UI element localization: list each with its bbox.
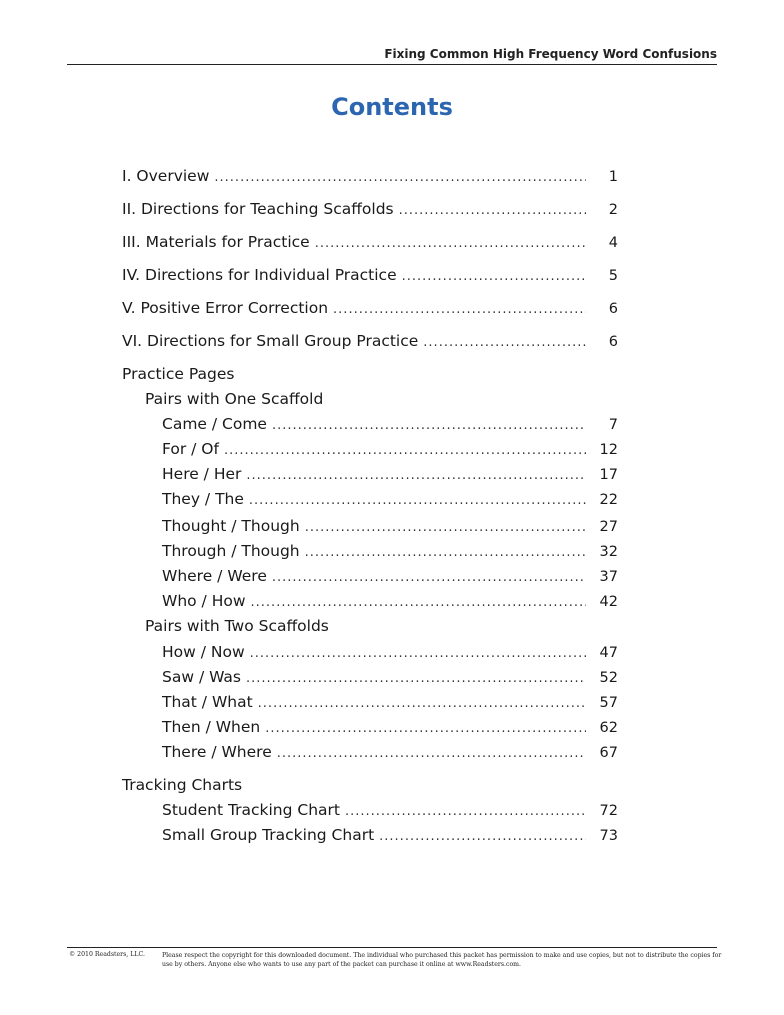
toc-entry-page: 4 bbox=[608, 235, 618, 251]
two-scaffolds-heading: Pairs with Two Scaffolds bbox=[145, 617, 329, 635]
toc-entry-label: Here / Her bbox=[162, 465, 242, 483]
dot-leader bbox=[272, 416, 586, 436]
toc-entry[interactable] bbox=[162, 414, 618, 436]
toc-entry[interactable] bbox=[162, 464, 618, 486]
toc-entry-label: Thought / Though bbox=[162, 517, 300, 535]
dot-leader bbox=[246, 466, 586, 486]
toc-entry[interactable] bbox=[122, 265, 618, 287]
toc-entry-page: 27 bbox=[599, 519, 618, 535]
toc-entry[interactable] bbox=[162, 742, 618, 764]
toc-entry-page: 32 bbox=[599, 544, 618, 560]
toc-entry[interactable] bbox=[162, 591, 618, 613]
toc-entry[interactable] bbox=[162, 439, 618, 461]
toc-entry[interactable] bbox=[162, 489, 618, 511]
toc-entry[interactable] bbox=[162, 516, 618, 538]
toc-entry[interactable] bbox=[122, 298, 618, 320]
dot-leader bbox=[251, 593, 586, 613]
toc-entry-page: 1 bbox=[608, 169, 618, 185]
dot-leader bbox=[224, 441, 586, 461]
footer-notice: Please respect the copyright for this downloaded document. The individual who purchased this packet has permission to make and use copies, but not to distribute the copies for use by others. Anyone else who wants to use any part of the packet can purchase it online at www.Readsters.com. bbox=[162, 952, 722, 968]
toc-entry-label: Who / How bbox=[162, 592, 246, 610]
toc-entry-page: 57 bbox=[599, 695, 618, 711]
toc-entry-page: 47 bbox=[599, 645, 618, 661]
toc-entry[interactable] bbox=[162, 717, 618, 739]
toc-entry-label: Through / Though bbox=[162, 542, 300, 560]
toc-entry[interactable] bbox=[162, 566, 618, 588]
toc-entry-label: Then / When bbox=[162, 718, 261, 736]
toc-entry-page: 62 bbox=[599, 720, 618, 736]
dot-leader bbox=[249, 491, 586, 511]
dot-leader bbox=[214, 168, 586, 188]
running-header: Fixing Common High Frequency Word Confusions bbox=[384, 47, 717, 61]
toc-entry-page: 73 bbox=[599, 828, 618, 844]
dot-leader bbox=[265, 719, 586, 739]
dot-leader bbox=[423, 333, 586, 353]
toc-entry[interactable] bbox=[162, 642, 618, 664]
toc-entry-page: 6 bbox=[608, 301, 618, 317]
toc-entry-page: 72 bbox=[599, 803, 618, 819]
footer-copyright: © 2010 Readsters, LLC. bbox=[69, 951, 145, 958]
toc-entry[interactable] bbox=[122, 331, 618, 353]
toc-entry-label: I. Overview bbox=[122, 167, 210, 185]
toc-entry[interactable] bbox=[162, 541, 618, 563]
toc-entry-page: 5 bbox=[608, 268, 618, 284]
dot-leader bbox=[250, 644, 586, 664]
toc-entry-page: 7 bbox=[608, 417, 618, 433]
toc-entry-label: For / Of bbox=[162, 440, 219, 458]
toc-entry-label: They / The bbox=[162, 490, 244, 508]
toc-entry[interactable] bbox=[162, 692, 618, 714]
toc-entry[interactable] bbox=[162, 800, 618, 822]
toc-entry-label: There / Where bbox=[162, 743, 272, 761]
toc-entry-page: 12 bbox=[599, 442, 618, 458]
dot-leader bbox=[333, 300, 586, 320]
tracking-charts-heading: Tracking Charts bbox=[122, 776, 243, 794]
toc-entry-page: 2 bbox=[608, 202, 618, 218]
toc-entry[interactable] bbox=[162, 667, 618, 689]
toc-entry-page: 37 bbox=[599, 569, 618, 585]
dot-leader bbox=[305, 518, 586, 538]
dot-leader bbox=[305, 543, 586, 563]
toc-entry-label: IV. Directions for Individual Practice bbox=[122, 266, 397, 284]
dot-leader bbox=[399, 201, 586, 221]
toc-entry-label: How / Now bbox=[162, 643, 245, 661]
toc-entry[interactable] bbox=[162, 825, 618, 847]
toc-entry-page: 42 bbox=[599, 594, 618, 610]
toc-entry[interactable] bbox=[122, 166, 618, 188]
toc-entry[interactable] bbox=[122, 199, 618, 221]
dot-leader bbox=[272, 568, 586, 588]
toc-entry-page: 17 bbox=[599, 467, 618, 483]
dot-leader bbox=[402, 267, 586, 287]
page-title: Contents bbox=[331, 93, 453, 121]
toc-entry-label: V. Positive Error Correction bbox=[122, 299, 329, 317]
toc-entry-label: III. Materials for Practice bbox=[122, 233, 310, 251]
dot-leader bbox=[246, 669, 586, 689]
toc-entry-label: II. Directions for Teaching Scaffolds bbox=[122, 200, 394, 218]
dot-leader bbox=[379, 827, 586, 847]
one-scaffold-heading: Pairs with One Scaffold bbox=[145, 390, 324, 408]
toc-entry-label: VI. Directions for Small Group Practice bbox=[122, 332, 419, 350]
toc-entry-label: Saw / Was bbox=[162, 668, 241, 686]
toc-entry-page: 22 bbox=[599, 492, 618, 508]
toc-entry[interactable] bbox=[122, 232, 618, 254]
toc-entry-label: Student Tracking Chart bbox=[162, 801, 340, 819]
toc-entry-label: Small Group Tracking Chart bbox=[162, 826, 375, 844]
footer-rule bbox=[67, 947, 717, 948]
toc-entry-page: 52 bbox=[599, 670, 618, 686]
dot-leader bbox=[258, 694, 586, 714]
dot-leader bbox=[345, 802, 586, 822]
toc-entry-label: That / What bbox=[162, 693, 253, 711]
toc-entry-page: 67 bbox=[599, 745, 618, 761]
practice-pages-heading: Practice Pages bbox=[122, 365, 235, 383]
dot-leader bbox=[315, 234, 586, 254]
dot-leader bbox=[277, 744, 586, 764]
toc-entry-label: Came / Come bbox=[162, 415, 267, 433]
toc-entry-label: Where / Were bbox=[162, 567, 267, 585]
toc-entry-page: 6 bbox=[608, 334, 618, 350]
